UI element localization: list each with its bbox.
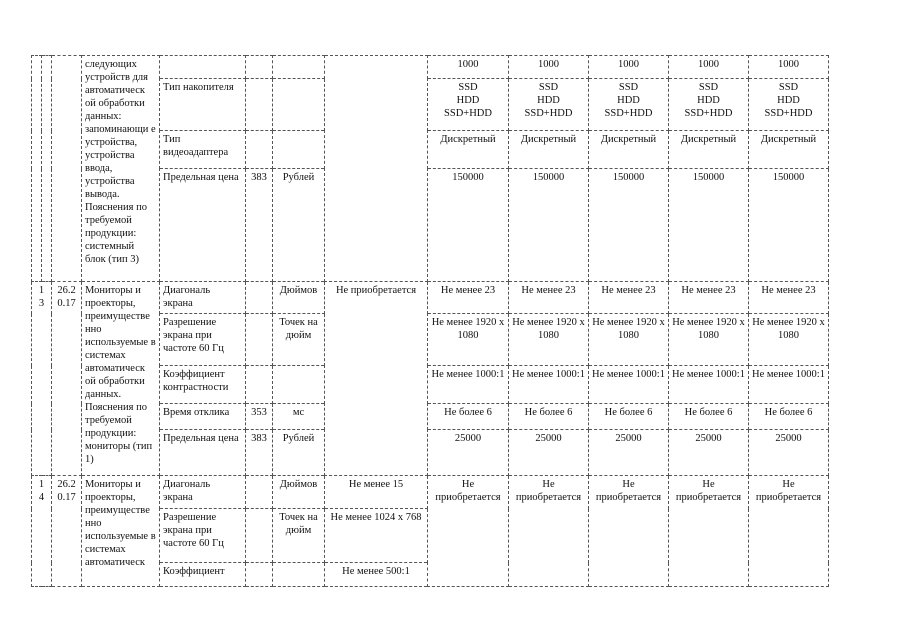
value-cell: Не приобретается	[589, 476, 669, 587]
value-cell: 150000	[509, 169, 589, 282]
value-cell: Не менее 1000:1	[428, 366, 509, 404]
value-cell: SSD HDD SSD+HDD	[428, 79, 509, 131]
unit: мс	[273, 404, 325, 430]
value-cell: Дискретный	[669, 131, 749, 169]
value-cell: Не приобретается	[669, 476, 749, 587]
product-code: 26.2 0.17	[52, 476, 82, 587]
unit: Точек на дюйм	[273, 509, 325, 563]
value-cell: Не менее 1920 x 1080	[749, 314, 829, 366]
value-cell: Не менее 1920 x 1080	[589, 314, 669, 366]
okei-code	[246, 366, 273, 404]
characteristic: Время отклика	[160, 404, 246, 430]
unit	[273, 79, 325, 131]
unit	[273, 56, 325, 79]
value-cell: Не менее 1920 x 1080	[428, 314, 509, 366]
value-cell: 1000	[749, 56, 829, 79]
value-cell: 25000	[509, 430, 589, 476]
value-cell: Не менее 1000:1	[669, 366, 749, 404]
value-cell: SSD HDD SSD+HDD	[589, 79, 669, 131]
base-value: Не менее 1024 x 768	[325, 509, 428, 563]
characteristic: Разрешение экрана при частоте 60 Гц	[160, 314, 246, 366]
okei-code: 353	[246, 404, 273, 430]
value-cell: Не менее 1920 x 1080	[509, 314, 589, 366]
okei-code: 383	[246, 430, 273, 476]
base-value	[325, 56, 428, 282]
value-cell: Не более 6	[428, 404, 509, 430]
value-cell: 1000	[428, 56, 509, 79]
value-cell: SSD HDD SSD+HDD	[749, 79, 829, 131]
value-cell: Не менее 23	[749, 282, 829, 314]
product-name: следующих устройств для автоматическ ой обработки данных: запоминающи е устройства, устройства ввода, устройства вывода. Пояснения по требуемой продукции: системный блок (тип 3)	[82, 56, 160, 282]
row-number: 1 3	[32, 282, 52, 476]
value-cell: Не приобретается	[428, 476, 509, 587]
value-cell: Не менее 1000:1	[589, 366, 669, 404]
value-cell: Не приобретается	[749, 476, 829, 587]
unit: Рублей	[273, 430, 325, 476]
product-code: 26.2 0.17	[52, 282, 82, 476]
table-row	[32, 56, 829, 79]
okei-code	[246, 563, 273, 587]
value-cell: 1000	[589, 56, 669, 79]
base-value: Не менее 15	[325, 476, 428, 509]
okei-code	[246, 56, 273, 79]
value-cell: Дискретный	[509, 131, 589, 169]
value-cell: SSD HDD SSD+HDD	[669, 79, 749, 131]
row-number	[42, 56, 52, 282]
value-cell: 25000	[589, 430, 669, 476]
value-cell: Не менее 1000:1	[509, 366, 589, 404]
value-cell: 25000	[428, 430, 509, 476]
base-value: Не приобретается	[325, 282, 428, 476]
unit	[273, 131, 325, 169]
value-cell: Не более 6	[509, 404, 589, 430]
value-cell: 150000	[428, 169, 509, 282]
value-cell: 1000	[669, 56, 749, 79]
okei-code	[246, 476, 273, 509]
value-cell: Не более 6	[669, 404, 749, 430]
value-cell: 150000	[669, 169, 749, 282]
characteristic: Тип видеоадаптера	[160, 131, 246, 169]
value-cell: Не менее 1920 x 1080	[669, 314, 749, 366]
characteristic: Диагональ экрана	[160, 476, 246, 509]
product-code	[52, 56, 82, 282]
value-cell: 25000	[669, 430, 749, 476]
characteristic: Разрешение экрана при частоте 60 Гц	[160, 509, 246, 563]
characteristic: Предельная цена	[160, 430, 246, 476]
unit	[273, 563, 325, 587]
unit: Дюймов	[273, 282, 325, 314]
product-name: Мониторы и проекторы, преимуществе нно используемые в системах автоматическ	[82, 476, 160, 587]
unit: Дюймов	[273, 476, 325, 509]
characteristic: Предельная цена	[160, 169, 246, 282]
table-row	[32, 282, 829, 314]
value-cell: Не приобретается	[509, 476, 589, 587]
value-cell: Дискретный	[428, 131, 509, 169]
value-cell: Не менее 23	[509, 282, 589, 314]
base-value: Не менее 500:1	[325, 563, 428, 587]
value-cell: 1000	[509, 56, 589, 79]
product-name: Мониторы и проекторы, преимуществе нно используемые в системах автоматическ ой обработки данных. Пояснения по требуемой продукции: мониторы (тип 1)	[82, 282, 160, 476]
okei-code	[246, 131, 273, 169]
value-cell: Не более 6	[749, 404, 829, 430]
value-cell: 150000	[749, 169, 829, 282]
spacer-cell	[32, 56, 42, 282]
value-cell: Дискретный	[749, 131, 829, 169]
requirements-table	[31, 55, 829, 587]
unit: Рублей	[273, 169, 325, 282]
okei-code: 383	[246, 169, 273, 282]
value-cell: 25000	[749, 430, 829, 476]
unit	[273, 366, 325, 404]
value-cell: Не менее 1000:1	[749, 366, 829, 404]
row-number: 1 4	[32, 476, 52, 587]
value-cell: 150000	[589, 169, 669, 282]
characteristic: Диагональ экрана	[160, 282, 246, 314]
value-cell: Не менее 23	[589, 282, 669, 314]
value-cell: Дискретный	[589, 131, 669, 169]
table-row	[32, 476, 829, 509]
characteristic: Коэффициент	[160, 563, 246, 587]
unit: Точек на дюйм	[273, 314, 325, 366]
value-cell: Не более 6	[589, 404, 669, 430]
okei-code	[246, 79, 273, 131]
characteristic: Коэффициент контрастности	[160, 366, 246, 404]
value-cell: SSD HDD SSD+HDD	[509, 79, 589, 131]
value-cell: Не менее 23	[669, 282, 749, 314]
okei-code	[246, 314, 273, 366]
characteristic	[160, 56, 246, 79]
okei-code	[246, 509, 273, 563]
characteristic: Тип накопителя	[160, 79, 246, 131]
okei-code	[246, 282, 273, 314]
value-cell: Не менее 23	[428, 282, 509, 314]
